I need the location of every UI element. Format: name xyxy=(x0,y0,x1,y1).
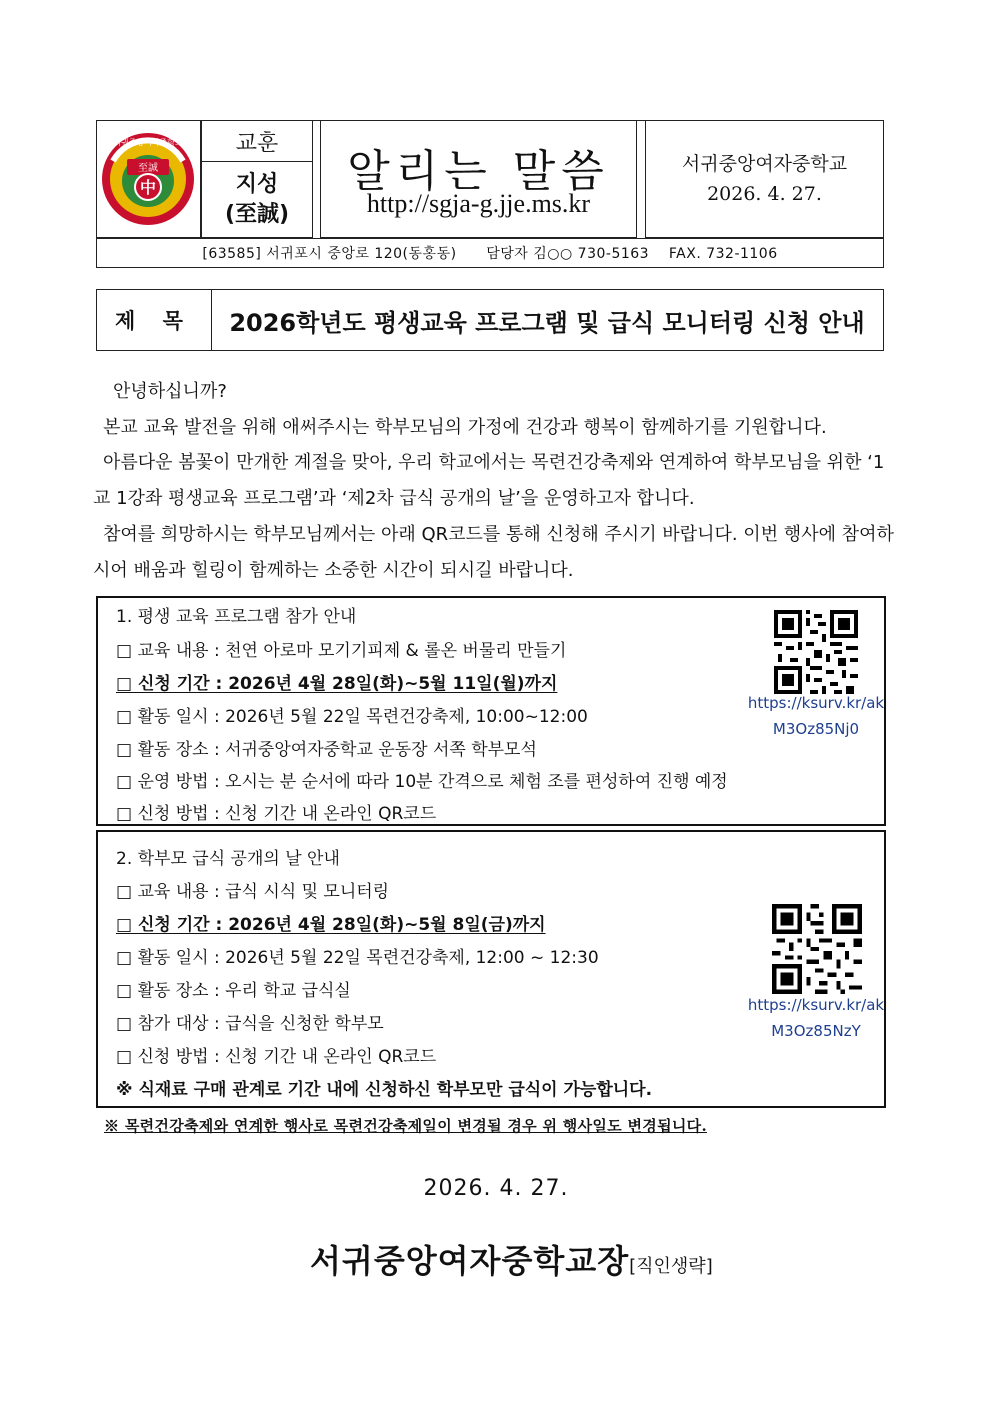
footnote: ※ 목련건강축제와 연계한 행사로 목련건강축제일이 변경될 경우 위 행사일도 변경됩니다. xyxy=(104,1117,707,1135)
notice-title: 알리는 말씀 xyxy=(347,146,610,197)
section2-title: 2. 학부모 급식 공개의 날 안내 xyxy=(116,849,340,869)
motto-line1: 지성 xyxy=(235,172,279,197)
school-name: 서귀중앙여자중학교 xyxy=(681,153,848,175)
section2-item: □ 신청 방법 : 신청 기간 내 온라인 QR코드 xyxy=(116,1047,437,1067)
motto-text xyxy=(202,163,312,237)
section1-title: 1. 평생 교육 프로그램 참가 안내 xyxy=(116,607,357,627)
school-emblem-logo xyxy=(97,121,200,237)
section1-item: □ 운영 방법 : 오시는 분 순서에 따라 10분 간격으로 체험 조를 편성하여 진행 예정 xyxy=(116,772,728,792)
svg-text:서귀중앙여자중학교: 서귀중앙여자중학교 xyxy=(113,138,183,147)
qr-url-1-line1[interactable]: https://ksurv.kr/ak xyxy=(747,694,885,712)
section2-item: □ 교육 내용 : 급식 시식 및 모니터링 xyxy=(116,882,390,902)
qr-code-1[interactable] xyxy=(774,610,858,694)
section1-item: □ 신청 기간 : 2026년 4월 28일(화)~5월 11일(월)까지 xyxy=(116,674,558,694)
qr-url-1[interactable] xyxy=(746,690,886,742)
section2-item: □ 참가 대상 : 급식을 신청한 학부모 xyxy=(116,1014,384,1034)
section2-note: ※ 식재료 구매 관계로 기간 내에 신청하신 학부모만 급식이 가능합니다. xyxy=(116,1080,653,1100)
motto-label: 교훈 xyxy=(202,121,312,162)
seal-note: [직인생략] xyxy=(629,1256,713,1277)
section2-box xyxy=(96,830,886,1108)
section1-item: □ 신청 방법 : 신청 기간 내 온라인 QR코드 xyxy=(116,804,437,824)
motto-line2: (至誠) xyxy=(224,202,290,227)
principal-title: 서귀중앙여자중학교장 xyxy=(310,1242,630,1280)
section1-item: □ 교육 내용 : 천연 아로마 모기기피제 & 롤온 버물리 만들기 xyxy=(116,641,567,661)
logo-cell xyxy=(96,120,201,238)
homepage-url[interactable]: http://sgja-g.jje.ms.kr xyxy=(366,189,591,218)
qr-url-1-line2[interactable]: M3Oz85Nj0 xyxy=(772,720,860,738)
qr-url-2-line2[interactable]: M3Oz85NzY xyxy=(771,1022,861,1040)
section1-box xyxy=(96,596,886,826)
body-paragraph-2: 아름다운 봄꽃이 만개한 계절을 맞아, 우리 학교에서는 목련건강축제와 연계하여 학부모님을 위한 ‘1교 1강좌 평생교육 프로그램’과 ‘제2차 급식 공개의 날’을 운영하고자 합니다. xyxy=(93,452,885,509)
address-row: [63585] 서귀포시 중앙로 120(동홍동) 담당자 김○○ 730-5163 FAX. 732-1106 xyxy=(96,238,884,268)
svg-text:至誠: 至誠 xyxy=(138,163,158,174)
motto-cell xyxy=(201,120,313,238)
section1-item: □ 활동 일시 : 2026년 5월 22일 목련건강축제, 10:00~12:00 xyxy=(116,707,588,727)
qr-code-2[interactable] xyxy=(772,904,862,994)
section2-item: □ 활동 장소 : 우리 학교 급식실 xyxy=(116,981,351,1001)
section1-item: □ 활동 장소 : 서귀중앙여자중학교 운동장 서쪽 학부모석 xyxy=(116,740,537,760)
principal-signature xyxy=(310,1236,713,1282)
body-paragraph-1: 본교 교육 발전을 위해 애써주시는 학부모님의 가정에 건강과 행복이 함께하기를 기원합니다. xyxy=(103,417,827,438)
school-cell xyxy=(645,120,884,238)
greeting: 안녕하십니까? xyxy=(113,381,227,402)
qr-url-2[interactable] xyxy=(746,992,886,1044)
body-paragraph-3: 참여를 희망하시는 학부모님께서는 아래 QR코드를 통해 신청해 주시기 바랍니다. 이번 행사에 참여하시어 배움과 힐링이 함께하는 소중한 시간이 되시길 바랍니다. xyxy=(93,524,894,581)
section2-item: □ 신청 기간 : 2026년 4월 28일(화)~5월 8일(금)까지 xyxy=(116,915,546,935)
subject-row xyxy=(96,289,884,351)
subject-label: 제 목 xyxy=(97,290,212,350)
header-date: 2026. 4. 27. xyxy=(707,183,822,205)
title-cell xyxy=(320,120,637,238)
section2-item: □ 활동 일시 : 2026년 5월 22일 목련건강축제, 12:00 ~ 12:30 xyxy=(116,948,599,968)
svg-text:中: 中 xyxy=(139,178,157,197)
issue-date: 2026. 4. 27. xyxy=(423,1176,569,1201)
qr-url-2-line1[interactable]: https://ksurv.kr/ak xyxy=(747,996,885,1014)
subject-text: 2026학년도 평생교육 프로그램 및 급식 모니터링 신청 안내 xyxy=(229,308,865,337)
